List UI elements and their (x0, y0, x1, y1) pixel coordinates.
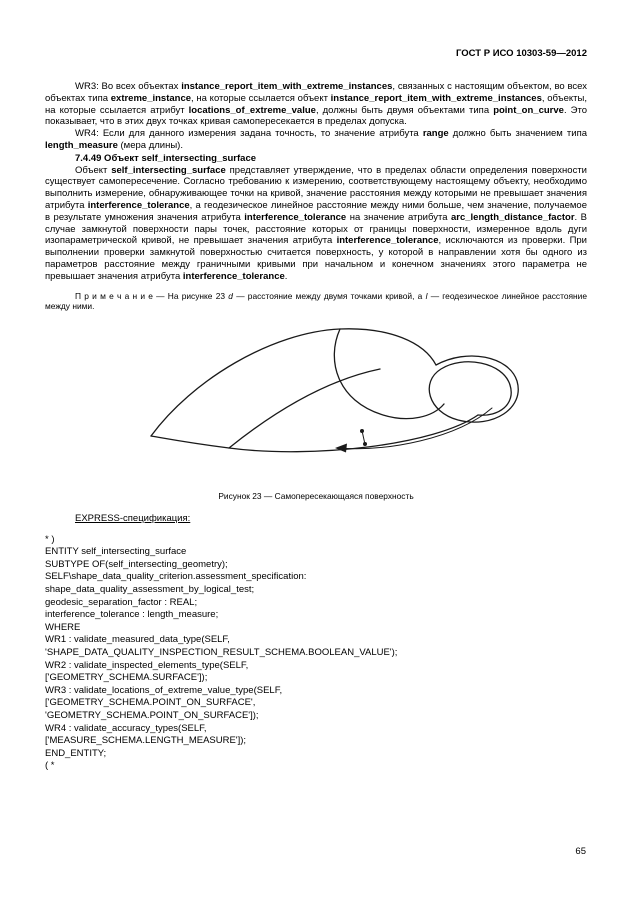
figure-23 (45, 318, 587, 501)
text-segment: , на которые ссылается объект (191, 92, 331, 104)
text-segment: WR4: Если для данного измерения задана точность, то значение атрибута (75, 128, 423, 140)
text-segment: . Это показывает, что в этих двух точках кривая самопересекается в пределах допуска. (45, 104, 587, 128)
text-segment: , связанных с настоящим объектом, во всех объектах типа (45, 81, 587, 104)
page-number: 65 (575, 846, 586, 857)
section-heading: 7.4.49 Объект self_intersecting_surface (75, 152, 257, 164)
text-segment: interference_tolerance (182, 270, 285, 282)
surface-right-loop (429, 356, 518, 422)
para-note (45, 291, 587, 313)
text-segment: locations_of_extreme_value (188, 104, 316, 116)
code-line: WR2 : validate_inspected_elements_type(SELF, (45, 659, 249, 671)
text-segment: interference_tolerance (87, 199, 190, 211)
text-segment: interference_tolerance (336, 235, 439, 247)
curve-point-lower (363, 442, 367, 446)
code-line: shape_data_quality_assessment_by_logical_test; (45, 584, 255, 596)
para-wr4 (45, 128, 587, 152)
text-segment: interference_tolerance (244, 211, 347, 223)
code-line: WR1 : validate_measured_data_type(SELF, (45, 634, 230, 646)
figure-caption: Рисунок 23 — Самопересекающаяся поверхность (218, 491, 414, 502)
text-segment: arc_length_distance_factor (450, 211, 575, 223)
para-body (45, 165, 587, 283)
geodesic-distance-curve (337, 408, 492, 449)
code-line: 'GEOMETRY_SCHEMA.POINT_ON_SURFACE']); (45, 709, 259, 721)
text-segment: представляет утверждение, что в пределах области определения поверхности существует самопересечение. Согласно требованию к измерению, соответствующему настоящему объекту, необходимо выполнить измерение, обнаруживающее точки на кривой, значение расстояния между которыми не превышает значения атрибута (45, 164, 587, 211)
text-segment: П р и м е ч а н и е — На рисунке 23 (75, 290, 229, 301)
code-line: WR3 : validate_locations_of_extreme_value_type(SELF, (45, 684, 283, 696)
text-segment: instance_report_item_with_extreme_instances (330, 92, 542, 104)
code-line: ENTITY self_intersecting_surface (45, 546, 187, 558)
text-segment: extreme_instance (110, 92, 192, 104)
para-wr3 (45, 81, 587, 128)
text-segment: WR3: Во всех объектах (75, 81, 182, 92)
text-segment: , должны быть двумя объектами типа (315, 104, 494, 116)
code-line: SUBTYPE OF(self_intersecting_geometry); (45, 558, 228, 570)
surface-inner-edge (229, 369, 380, 448)
text-segment: range (422, 128, 449, 140)
text-segment: point_on_curve (493, 104, 564, 116)
text-segment: length_measure (45, 139, 118, 151)
surface-outline-top (151, 329, 436, 436)
text-segment: , исключаются из проверки. При выполнении проверки замкнутой поверхностью считается поверхность, у которой в направлении хотя бы одного из параметров расстояние между граничными кривыми при начальном и конечном значениях этого параметра не превышает значения атрибута (45, 235, 587, 282)
surface-inner-fold (334, 329, 444, 419)
code-line: ['MEASURE_SCHEMA.LENGTH_MEASURE']); (45, 735, 247, 747)
code-line: ( * (45, 760, 55, 772)
curve-point-upper (360, 429, 364, 433)
code-line: WR4 : validate_accuracy_types(SELF, (45, 722, 207, 734)
doc-code: ГОСТ Р ИСО 10303-59—2012 (456, 48, 587, 59)
text-segment: — геодезическое линейное расстояние между ними. (45, 290, 588, 312)
code-line: ['GEOMETRY_SCHEMA.POINT_ON_SURFACE', (45, 697, 256, 709)
text-segment: . В случае замкнутой поверхности пары точек, расстояние которых от границы поверхности, измеренное вдоль дуги изопараметрической кривой, не превышает значения атрибута (45, 211, 587, 247)
express-code-block (45, 534, 587, 773)
text-segment: — расстояние между двумя точками кривой, а (232, 290, 426, 301)
text-segment: Объект (75, 164, 112, 176)
code-line: * ) (45, 533, 55, 545)
code-line: 'SHAPE_DATA_QUALITY_INSPECTION_RESULT_SCHEMA.BOOLEAN_VALUE'); (45, 646, 398, 658)
express-label-text: EXPRESS-спецификация: (75, 513, 191, 525)
arrowhead-icon (335, 444, 347, 453)
text-segment: , объекты, на которые ссылается атрибут (45, 92, 587, 116)
text-segment: на значение атрибута (346, 211, 451, 223)
text-segment: self_intersecting_surface (111, 164, 226, 176)
text-segment: l (425, 290, 428, 301)
code-line: interference_tolerance : length_measure; (45, 609, 219, 621)
self-intersecting-surface-drawing (137, 318, 527, 483)
text-segment: должно быть значением типа (448, 128, 587, 140)
code-line: geodesic_separation_factor : REAL; (45, 596, 198, 608)
code-line: WHERE (45, 621, 81, 633)
text-segment: (мера длины). (117, 139, 183, 151)
point-distance-segment (363, 433, 365, 442)
code-line: ['GEOMETRY_SCHEMA.SURFACE']); (45, 672, 208, 684)
express-label (45, 513, 587, 524)
code-line: SELF\shape_data_quality_criterion.assessment_specification: (45, 571, 307, 583)
text-segment: d (228, 290, 233, 301)
code-line: END_ENTITY; (45, 747, 107, 759)
text-segment: , а геодезическое линейное расстояние между ними больше, чем значение, получаемое в результате умножения значения атрибута (45, 199, 587, 223)
surface-outline-bottom (151, 415, 478, 452)
text-segment: instance_report_item_with_extreme_instances (181, 81, 393, 92)
page-content (45, 48, 587, 773)
text-segment: . (284, 270, 288, 282)
